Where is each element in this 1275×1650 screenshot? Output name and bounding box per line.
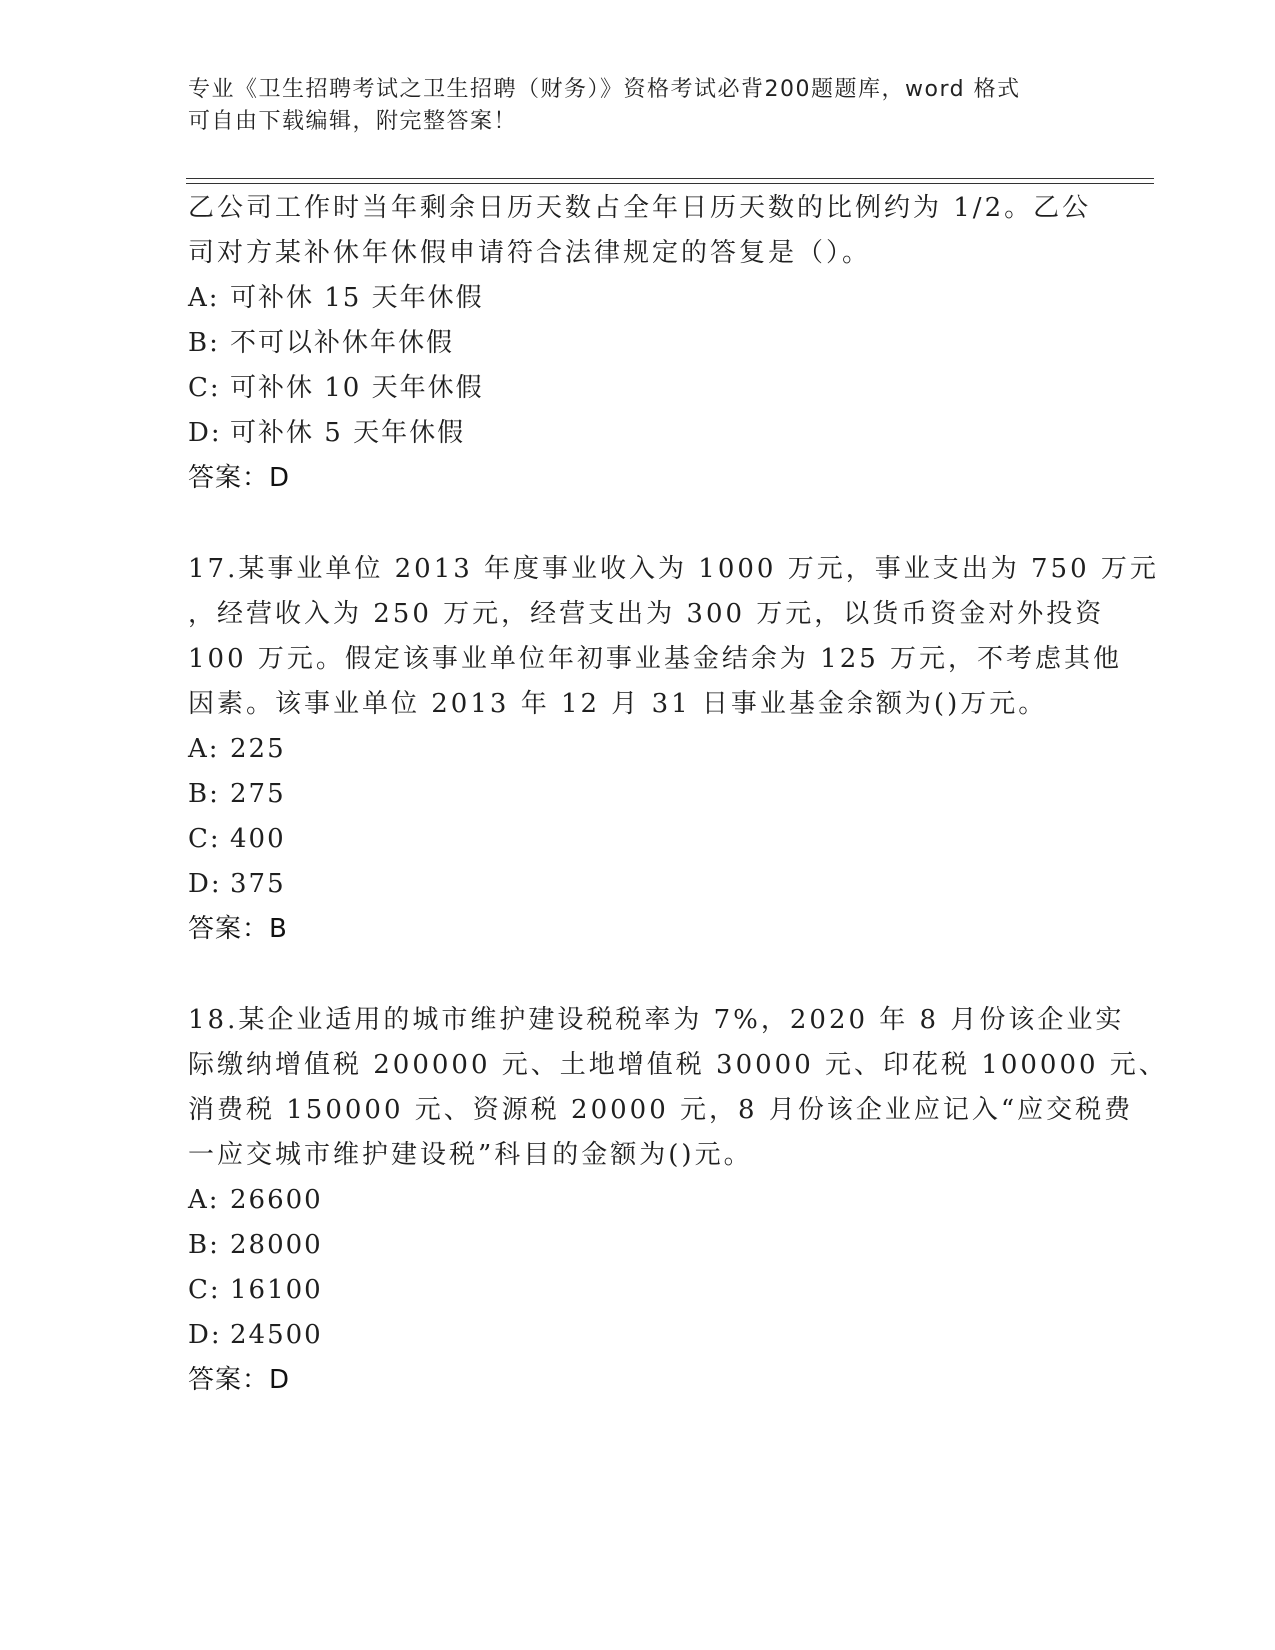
option-a <box>188 1178 1088 1223</box>
option-text: 26600 <box>230 1185 323 1215</box>
option-letter: A: <box>188 283 220 313</box>
option-d <box>188 862 1088 907</box>
option-letter: C: <box>188 824 221 854</box>
option-text: 225 <box>230 734 286 764</box>
header-line-2: 可自由下载编辑，附完整答案！ <box>188 109 518 134</box>
option-letter: D: <box>188 418 222 448</box>
option-b <box>188 1223 1088 1268</box>
answer-line: 答案：D <box>188 1365 291 1395</box>
option-text: 28000 <box>230 1230 323 1260</box>
question-text-line: ，经营收入为 250 万元，经营支出为 300 万元，以货币资金对外投资 <box>188 599 1105 629</box>
option-a <box>188 727 1088 772</box>
option-d <box>188 411 1088 456</box>
question-text-line: 18.某企业适用的城市维护建设税税率为 7%，2020 年 8 月份该企业实 <box>188 1005 1125 1035</box>
option-c <box>188 817 1088 862</box>
question-block <box>188 547 1159 952</box>
option-b <box>188 772 1088 817</box>
question-text-line: 司对方某补休年休假申请符合法律规定的答复是（）。 <box>188 238 872 268</box>
answer-line: 答案：D <box>188 463 291 493</box>
option-letter: B: <box>188 328 220 358</box>
question-block <box>188 998 1168 1403</box>
option-a <box>188 276 1088 321</box>
header-rule-bottom <box>186 183 1154 184</box>
option-letter: C: <box>188 373 221 403</box>
option-text: 不可以补休年休假 <box>230 328 455 358</box>
option-letter: B: <box>188 1230 220 1260</box>
option-b <box>188 321 1088 366</box>
option-text: 可补休 10 天年休假 <box>230 373 484 403</box>
option-letter: C: <box>188 1275 221 1305</box>
question-text-line: 17.某事业单位 2013 年度事业收入为 1000 万元，事业支出为 750 万元 <box>188 554 1159 584</box>
answer-line: 答案：B <box>188 914 288 944</box>
question-list <box>188 186 1168 1403</box>
option-letter: D: <box>188 869 222 899</box>
option-text: 400 <box>230 824 286 854</box>
option-text: 275 <box>230 779 286 809</box>
option-letter: D: <box>188 1320 222 1350</box>
question-text-line: 乙公司工作时当年剩余日历天数占全年日历天数的比例约为 1/2。乙公 <box>188 193 1092 223</box>
header-rule-top <box>186 178 1154 179</box>
question-text-line: 际缴纳增值税 200000 元、土地增值税 30000 元、印花税 100000 元、 <box>188 1050 1168 1080</box>
question-text-line: 100 万元。假定该事业单位年初事业基金结余为 125 万元，不考虑其他 <box>188 644 1123 674</box>
option-text: 可补休 15 天年休假 <box>230 283 484 313</box>
option-letter: B: <box>188 779 220 809</box>
option-letter: A: <box>188 734 220 764</box>
question-text-line: 消费税 150000 元、资源税 20000 元，8 月份该企业应记入“应交税费 <box>188 1095 1134 1125</box>
option-text: 16100 <box>230 1275 323 1305</box>
option-letter: A: <box>188 1185 220 1215</box>
option-text: 可补休 5 天年休假 <box>230 418 466 448</box>
option-c <box>188 1268 1088 1313</box>
question-text-line: 因素。该事业单位 2013 年 12 月 31 日事业基金余额为()万元。 <box>188 689 1048 719</box>
option-text: 24500 <box>230 1320 323 1350</box>
option-d <box>188 1313 1088 1358</box>
header-line-1: 专业《卫生招聘考试之卫生招聘（财务）》资格考试必背200题题库，word 格式 <box>188 77 1021 102</box>
question-block <box>188 186 1092 501</box>
document-header <box>188 74 1068 138</box>
option-c <box>188 366 1088 411</box>
option-text: 375 <box>230 869 286 899</box>
question-text-line: 一应交城市维护建设税”科目的金额为()元。 <box>188 1140 753 1170</box>
